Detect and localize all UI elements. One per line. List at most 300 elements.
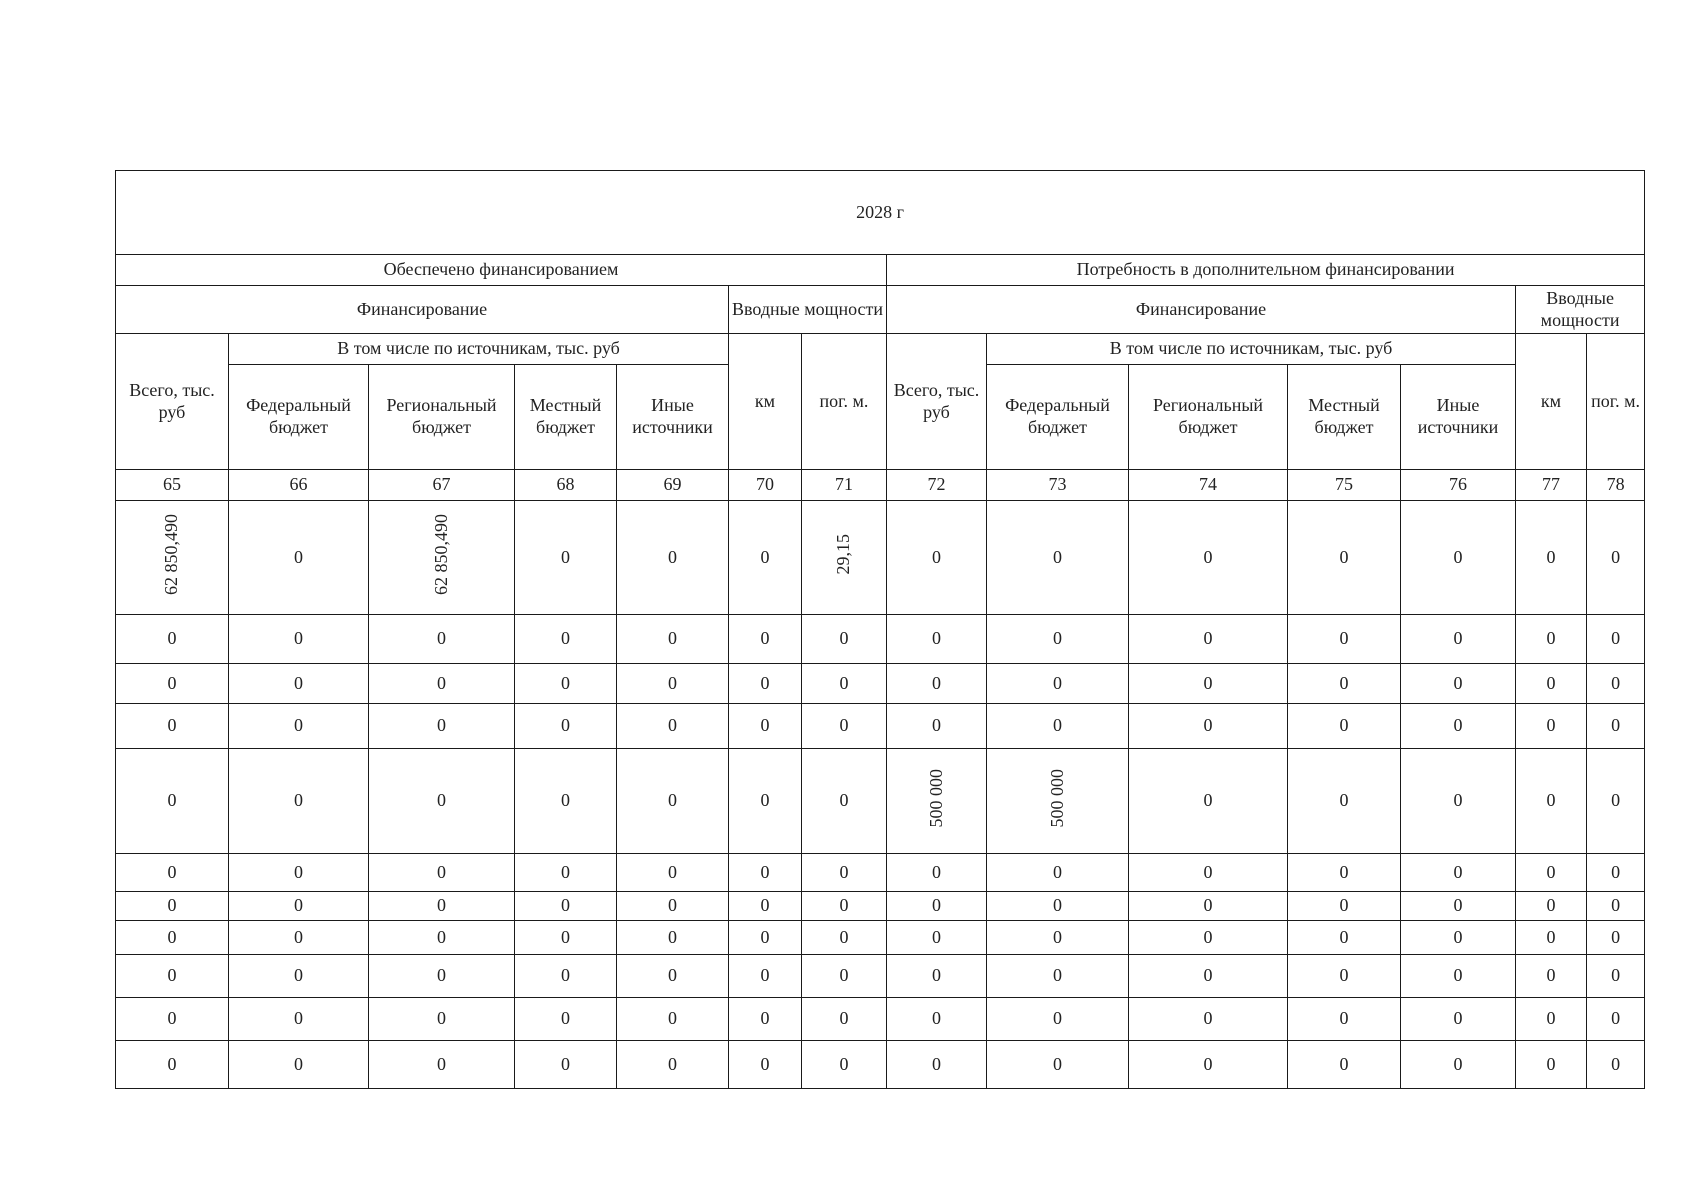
column-number: 67	[369, 470, 515, 501]
cell-value: 0	[1203, 715, 1213, 736]
cell-value: 0	[294, 965, 303, 986]
cell-value: 0	[760, 1008, 770, 1029]
cell-value: 0	[1611, 895, 1621, 916]
cell-value: 0	[1339, 861, 1349, 882]
table-cell	[1516, 501, 1587, 615]
cell-value: 62 850,490	[430, 514, 451, 596]
cell-value: 0	[294, 895, 303, 916]
table-cell	[515, 1041, 617, 1089]
table-cell	[617, 615, 729, 664]
cell-value: 0	[668, 1008, 677, 1029]
table-cell	[229, 1041, 369, 1089]
table-cell	[729, 501, 802, 615]
km-column-heading: км	[729, 334, 802, 470]
table-cell	[1587, 501, 1645, 615]
cell-value: 0	[167, 926, 177, 947]
cell-value: 0	[839, 1053, 849, 1074]
table-cell	[1587, 664, 1645, 704]
cell-value: 0	[760, 926, 770, 947]
group-additional-heading: Потребность в дополнительном финансировании	[887, 255, 1645, 286]
table-cell	[987, 854, 1129, 892]
table-cell	[515, 955, 617, 998]
cell-value: 0	[1611, 1008, 1621, 1029]
column-number: 72	[887, 470, 987, 501]
cell-value: 0	[932, 628, 941, 649]
table-cell	[1288, 892, 1401, 921]
table-cell	[1587, 955, 1645, 998]
cell-value: 0	[1339, 965, 1349, 986]
cell-value: 0	[1339, 926, 1349, 947]
cell-value: 0	[437, 1053, 446, 1074]
table-cell	[229, 501, 369, 615]
table-cell	[729, 615, 802, 664]
table-cell	[116, 921, 229, 955]
cell-value: 0	[561, 861, 570, 882]
cell-value: 0	[1453, 1008, 1463, 1029]
table-cell	[1401, 501, 1516, 615]
cell-value: 0	[932, 1008, 941, 1029]
table-cell	[369, 921, 515, 955]
table-row	[116, 664, 1645, 704]
cell-value: 0	[561, 546, 570, 567]
cell-value: 0	[1611, 628, 1621, 649]
table-cell	[369, 704, 515, 749]
cell-value: 0	[1203, 790, 1213, 811]
cell-value: 0	[1203, 672, 1213, 693]
column-number: 73	[987, 470, 1129, 501]
table-cell	[515, 921, 617, 955]
table-cell	[1587, 921, 1645, 955]
table-cell	[1288, 749, 1401, 854]
table-cell	[617, 749, 729, 854]
table-cell	[515, 615, 617, 664]
cell-value: 0	[1611, 861, 1621, 882]
table-cell	[729, 854, 802, 892]
table-cell	[116, 1041, 229, 1089]
table-cell	[802, 501, 887, 615]
table-cell	[987, 704, 1129, 749]
column-number: 78	[1587, 470, 1645, 501]
table-cell	[116, 664, 229, 704]
table-cell	[515, 998, 617, 1041]
cell-value: 0	[1203, 895, 1213, 916]
table-cell	[1401, 998, 1516, 1041]
table-cell	[1516, 704, 1587, 749]
table-cell	[729, 749, 802, 854]
table-cell	[617, 921, 729, 955]
table-cell	[369, 998, 515, 1041]
cell-value: 0	[294, 790, 303, 811]
cell-value: 0	[167, 965, 177, 986]
table-cell	[887, 921, 987, 955]
table-cell	[802, 854, 887, 892]
table-row	[116, 921, 1645, 955]
cell-value: 0	[294, 1008, 303, 1029]
cell-value: 0	[760, 715, 770, 736]
table-cell	[887, 892, 987, 921]
cell-value: 0	[1453, 965, 1463, 986]
federal-column-heading: Федеральный бюджет	[987, 365, 1129, 470]
regional-column-heading: Региональный бюджет	[369, 365, 515, 470]
by-sources-heading: В том числе по источникам, тыс. руб	[229, 334, 729, 365]
cell-value: 0	[839, 628, 849, 649]
table-row	[116, 615, 1645, 664]
by-sources-heading: В том числе по источникам, тыс. руб	[987, 334, 1516, 365]
cell-value: 0	[1339, 672, 1349, 693]
table-cell	[1516, 1041, 1587, 1089]
table-cell	[1288, 1041, 1401, 1089]
cell-value: 0	[668, 790, 677, 811]
table-cell	[229, 664, 369, 704]
cell-value: 0	[437, 926, 446, 947]
table-cell	[1129, 704, 1288, 749]
cell-value: 0	[839, 715, 849, 736]
table-cell	[987, 615, 1129, 664]
local-column-heading: Местный бюджет	[515, 365, 617, 470]
cell-value: 0	[437, 965, 446, 986]
table-cell	[729, 921, 802, 955]
table-cell	[802, 955, 887, 998]
table-cell	[802, 664, 887, 704]
cell-value: 0	[1453, 895, 1463, 916]
table-cell	[987, 501, 1129, 615]
table-cell	[987, 998, 1129, 1041]
cell-value: 0	[760, 790, 770, 811]
cell-value: 0	[1611, 926, 1621, 947]
table-cell	[116, 955, 229, 998]
cell-value: 0	[839, 895, 849, 916]
column-number: 65	[116, 470, 229, 501]
year-heading: 2028 г	[116, 171, 1645, 255]
column-number: 66	[229, 470, 369, 501]
cell-value: 0	[167, 715, 177, 736]
table-cell	[987, 892, 1129, 921]
table-cell	[229, 704, 369, 749]
cell-value: 0	[932, 715, 941, 736]
table-cell	[1401, 1041, 1516, 1089]
column-number: 69	[617, 470, 729, 501]
table-cell	[987, 1041, 1129, 1089]
table-cell	[617, 501, 729, 615]
group-secured-heading: Обеспечено финансированием	[116, 255, 887, 286]
table-cell	[617, 704, 729, 749]
table-cell	[1401, 615, 1516, 664]
table-cell	[1401, 955, 1516, 998]
cell-value: 0	[1203, 861, 1213, 882]
cell-value: 0	[294, 546, 303, 567]
cell-value: 0	[668, 672, 677, 693]
table-cell	[1129, 749, 1288, 854]
table-cell	[369, 501, 515, 615]
table-cell	[116, 892, 229, 921]
cell-value: 0	[760, 965, 770, 986]
table-cell	[617, 1041, 729, 1089]
table-cell	[729, 1041, 802, 1089]
table-cell	[887, 749, 987, 854]
cell-value: 0	[760, 628, 770, 649]
cell-value: 0	[561, 895, 570, 916]
cell-value: 0	[1203, 628, 1213, 649]
capacity-heading: Вводные мощности	[1516, 286, 1645, 334]
column-number: 71	[802, 470, 887, 501]
cell-value: 0	[1339, 790, 1349, 811]
table-cell	[1587, 615, 1645, 664]
cell-value: 0	[1339, 715, 1349, 736]
table-cell	[1516, 955, 1587, 998]
cell-value: 0	[760, 1053, 770, 1074]
table-cell	[1129, 664, 1288, 704]
cell-value: 0	[1611, 1053, 1621, 1074]
cell-value: 0	[437, 790, 446, 811]
cell-value: 0	[668, 628, 677, 649]
cell-value: 0	[1611, 672, 1621, 693]
cell-value: 0	[760, 861, 770, 882]
financing-table	[115, 170, 1645, 1089]
table-cell	[1587, 704, 1645, 749]
column-number: 77	[1516, 470, 1587, 501]
table-cell	[229, 955, 369, 998]
column-number: 75	[1288, 470, 1401, 501]
table-cell	[116, 501, 229, 615]
table-cell	[1288, 501, 1401, 615]
cell-value: 0	[1546, 715, 1556, 736]
table-cell	[369, 749, 515, 854]
table-cell	[116, 615, 229, 664]
table-cell	[369, 955, 515, 998]
cell-value: 0	[839, 672, 849, 693]
cell-value: 0	[1339, 628, 1349, 649]
table-cell	[1288, 921, 1401, 955]
table-cell	[1587, 749, 1645, 854]
table-cell	[802, 749, 887, 854]
table-cell	[987, 921, 1129, 955]
table-cell	[1587, 854, 1645, 892]
cell-value: 0	[1546, 895, 1556, 916]
cell-value: 0	[668, 926, 677, 947]
table-cell	[1129, 998, 1288, 1041]
column-number: 76	[1401, 470, 1516, 501]
table-cell	[729, 664, 802, 704]
table-cell	[802, 892, 887, 921]
cell-value: 0	[294, 1053, 303, 1074]
table-cell	[887, 704, 987, 749]
table-cell	[617, 955, 729, 998]
cell-value: 0	[437, 1008, 446, 1029]
total-column-heading: Всего, тыс. руб	[887, 334, 987, 470]
cell-value: 0	[167, 1053, 177, 1074]
table-cell	[617, 854, 729, 892]
table-cell	[1516, 664, 1587, 704]
cell-value: 0	[1546, 1053, 1556, 1074]
cell-value: 0	[839, 926, 849, 947]
table-cell	[1516, 998, 1587, 1041]
pog-m-column-heading: пог. м.	[802, 334, 887, 470]
cell-value: 0	[1546, 546, 1556, 567]
cell-value: 0	[668, 546, 677, 567]
cell-value: 0	[839, 861, 849, 882]
table-row	[116, 1041, 1645, 1089]
cell-value: 0	[1053, 546, 1062, 567]
cell-value: 0	[1611, 715, 1621, 736]
cell-value: 0	[760, 546, 770, 567]
cell-value: 0	[1453, 926, 1463, 947]
federal-column-heading: Федеральный бюджет	[229, 365, 369, 470]
table-row	[116, 854, 1645, 892]
cell-value: 0	[839, 790, 849, 811]
table-cell	[369, 615, 515, 664]
table-cell	[1516, 749, 1587, 854]
pog-m-column-heading: пог. м.	[1587, 334, 1645, 470]
table-cell	[369, 854, 515, 892]
table-row	[116, 501, 1645, 615]
cell-value: 0	[1053, 861, 1062, 882]
table-cell	[1129, 615, 1288, 664]
cell-value: 0	[167, 895, 177, 916]
cell-value: 0	[932, 861, 941, 882]
capacity-heading: Вводные мощности	[729, 286, 887, 334]
cell-value: 0	[167, 672, 177, 693]
table-cell	[887, 854, 987, 892]
table-cell	[515, 892, 617, 921]
table-cell	[1516, 921, 1587, 955]
cell-value: 0	[1611, 965, 1621, 986]
table-cell	[116, 704, 229, 749]
table-cell	[229, 892, 369, 921]
local-column-heading: Местный бюджет	[1288, 365, 1401, 470]
cell-value: 0	[1546, 672, 1556, 693]
cell-value: 0	[668, 715, 677, 736]
cell-value: 0	[1546, 790, 1556, 811]
cell-value: 0	[294, 672, 303, 693]
table-cell	[1129, 921, 1288, 955]
cell-value: 500 000	[1046, 768, 1067, 828]
cell-value: 0	[561, 926, 570, 947]
cell-value: 0	[1053, 965, 1062, 986]
table-row	[116, 892, 1645, 921]
table-cell	[987, 664, 1129, 704]
table-cell	[1288, 998, 1401, 1041]
cell-value: 0	[1053, 628, 1062, 649]
table-cell	[1129, 955, 1288, 998]
column-number: 74	[1129, 470, 1288, 501]
cell-value: 0	[932, 546, 941, 567]
cell-value: 0	[1611, 546, 1621, 567]
cell-value: 0	[760, 895, 770, 916]
table-cell	[229, 615, 369, 664]
table-cell	[887, 1041, 987, 1089]
cell-value: 0	[437, 715, 446, 736]
table-cell	[369, 1041, 515, 1089]
table-row	[116, 998, 1645, 1041]
table-cell	[1288, 955, 1401, 998]
table-row	[116, 749, 1645, 854]
cell-value: 0	[437, 628, 446, 649]
table-cell	[802, 998, 887, 1041]
cell-value: 0	[294, 861, 303, 882]
cell-value: 0	[561, 628, 570, 649]
cell-value: 0	[839, 965, 849, 986]
column-number: 68	[515, 470, 617, 501]
cell-value: 0	[1546, 861, 1556, 882]
table-cell	[1401, 664, 1516, 704]
table-cell	[729, 892, 802, 921]
cell-value: 0	[294, 926, 303, 947]
table-cell	[802, 1041, 887, 1089]
table-cell	[369, 892, 515, 921]
cell-value: 0	[167, 1008, 177, 1029]
cell-value: 0	[1053, 1008, 1062, 1029]
table-cell	[1401, 892, 1516, 921]
cell-value: 500 000	[925, 768, 946, 828]
table-cell	[617, 892, 729, 921]
table-cell	[1288, 615, 1401, 664]
table-cell	[515, 704, 617, 749]
table-cell	[802, 921, 887, 955]
cell-value: 0	[1339, 895, 1349, 916]
cell-value: 0	[1453, 715, 1463, 736]
financing-heading: Финансирование	[116, 286, 729, 334]
table-cell	[116, 998, 229, 1041]
cell-value: 0	[1203, 926, 1213, 947]
cell-value: 0	[437, 672, 446, 693]
table-cell	[1401, 704, 1516, 749]
table-cell	[1288, 664, 1401, 704]
cell-value: 29,15	[833, 534, 854, 575]
column-number-row	[116, 470, 1645, 501]
cell-value: 0	[1453, 861, 1463, 882]
table-cell	[887, 501, 987, 615]
table-cell	[229, 854, 369, 892]
cell-value: 0	[561, 965, 570, 986]
financing-heading: Финансирование	[887, 286, 1516, 334]
cell-value: 0	[1203, 1008, 1213, 1029]
table-cell	[116, 749, 229, 854]
km-column-heading: км	[1516, 334, 1587, 470]
table-cell	[369, 664, 515, 704]
table-cell	[515, 664, 617, 704]
cell-value: 0	[668, 965, 677, 986]
cell-value: 0	[1611, 790, 1621, 811]
cell-value: 0	[1546, 965, 1556, 986]
regional-column-heading: Региональный бюджет	[1129, 365, 1288, 470]
cell-value: 0	[1053, 715, 1062, 736]
cell-value: 0	[1546, 926, 1556, 947]
table-cell	[1401, 749, 1516, 854]
total-column-heading: Всего, тыс. руб	[116, 334, 229, 470]
cell-value: 0	[1203, 1053, 1213, 1074]
cell-value: 0	[1339, 546, 1349, 567]
table-cell	[802, 615, 887, 664]
table-cell	[229, 749, 369, 854]
table-cell	[1401, 854, 1516, 892]
table-cell	[987, 749, 1129, 854]
table-row	[116, 955, 1645, 998]
table-cell	[1129, 854, 1288, 892]
cell-value: 0	[1053, 895, 1062, 916]
cell-value: 0	[668, 1053, 677, 1074]
table-cell	[729, 704, 802, 749]
cell-value: 0	[1203, 546, 1213, 567]
table-cell	[1587, 998, 1645, 1041]
cell-value: 0	[1546, 628, 1556, 649]
table-cell	[887, 955, 987, 998]
cell-value: 0	[561, 715, 570, 736]
other-column-heading: Иные источники	[1401, 365, 1516, 470]
cell-value: 0	[437, 895, 446, 916]
cell-value: 0	[561, 1008, 570, 1029]
table-cell	[1288, 704, 1401, 749]
table-cell	[1587, 892, 1645, 921]
